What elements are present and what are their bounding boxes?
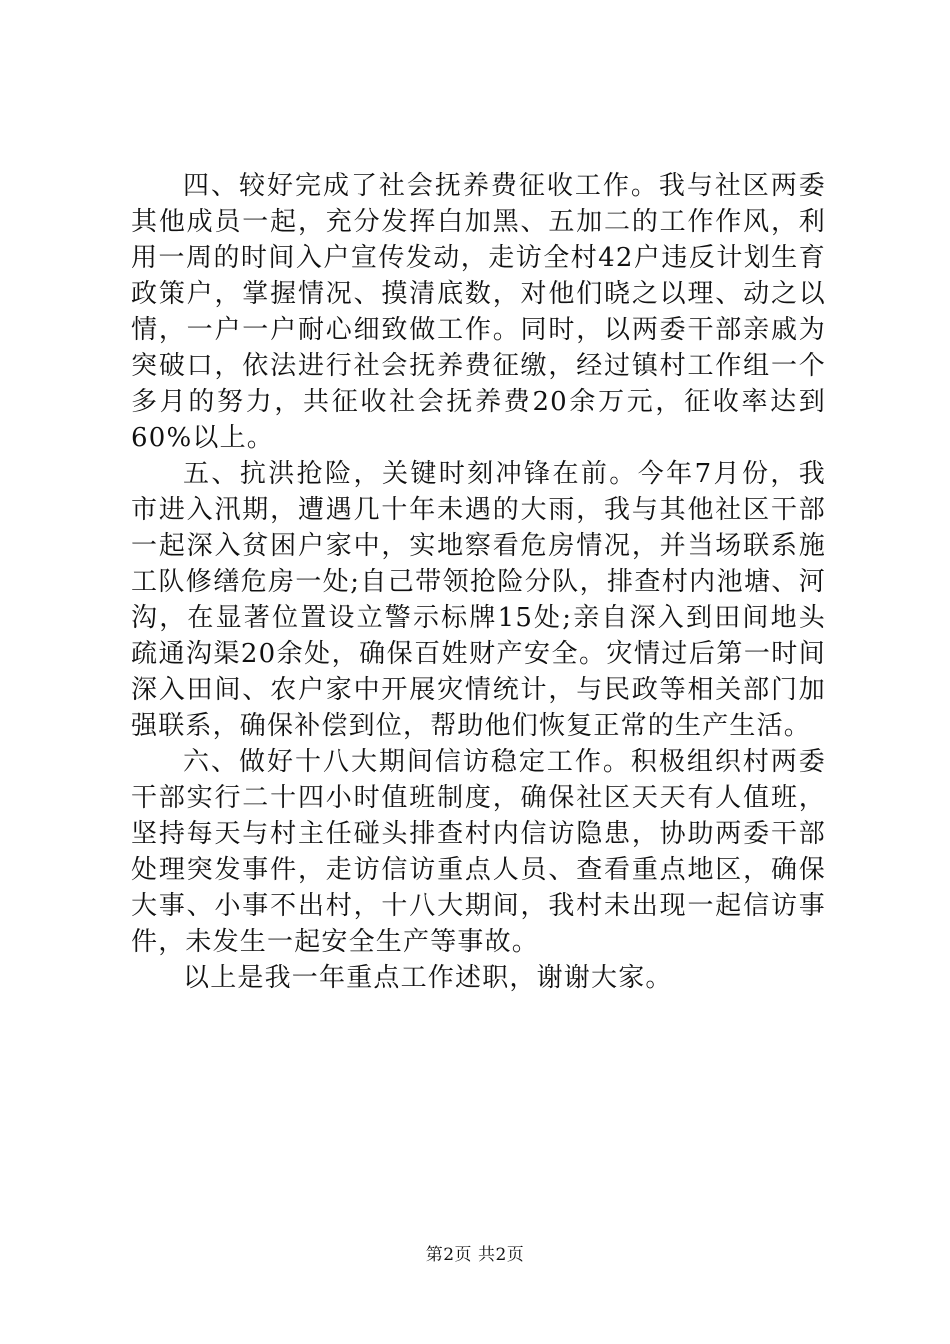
paragraph-petition-stability: 六、做好十八大期间信访稳定工作。积极组织村两委干部实行二十四小时值班制度，确保社区天天有人值班，坚持每天与村主任碰头排查村内信访隐患，协助两委干部处理突发事件，走访信访重点人员、查看重点地区，确保大事、小事不出村，十八大期间，我村未出现一起信访事件，未发生一起安全生产等事故。 bbox=[131, 747, 826, 957]
paragraph-flood-rescue: 五、抗洪抢险，关键时刻冲锋在前。今年7月份，我市进入汛期，遭遇几十年未遇的大雨，我与其他社区干部一起深入贫困户家中，实地察看危房情况，并当场联系施工队修缮危房一处;自己带领抢险分队，排查村内池塘、河沟，在显著位置设立警示标牌15处;亲自深入到田间地头疏通沟渠20余处，确保百姓财产安全。灾情过后第一时间深入田间、农户家中开展灾情统计，与民政等相关部门加强联系，确保补偿到位，帮助他们恢复正常的生产生活。 bbox=[131, 459, 826, 741]
page-number-footer: 第2页 共2页 bbox=[425, 1245, 525, 1265]
paragraph-social-fee-collection: 四、较好完成了社会抚养费征收工作。我与社区两委其他成员一起，充分发挥白加黑、五加二的工作作风，利用一周的时间入户宣传发动，走访全村42户违反计划生育政策户，掌握情况、摸清底数，对他们晓之以理、动之以情，一户一户耐心细致做工作。同时，以两委干部亲戚为突破口，依法进行社会抚养费征缴，经过镇村工作组一个多月的努力，共征收社会抚养费20余万元，征收率达到60%以上。 bbox=[131, 171, 826, 453]
document-body bbox=[131, 168, 826, 996]
paragraph-closing: 以上是我一年重点工作述职，谢谢大家。 bbox=[183, 963, 673, 993]
